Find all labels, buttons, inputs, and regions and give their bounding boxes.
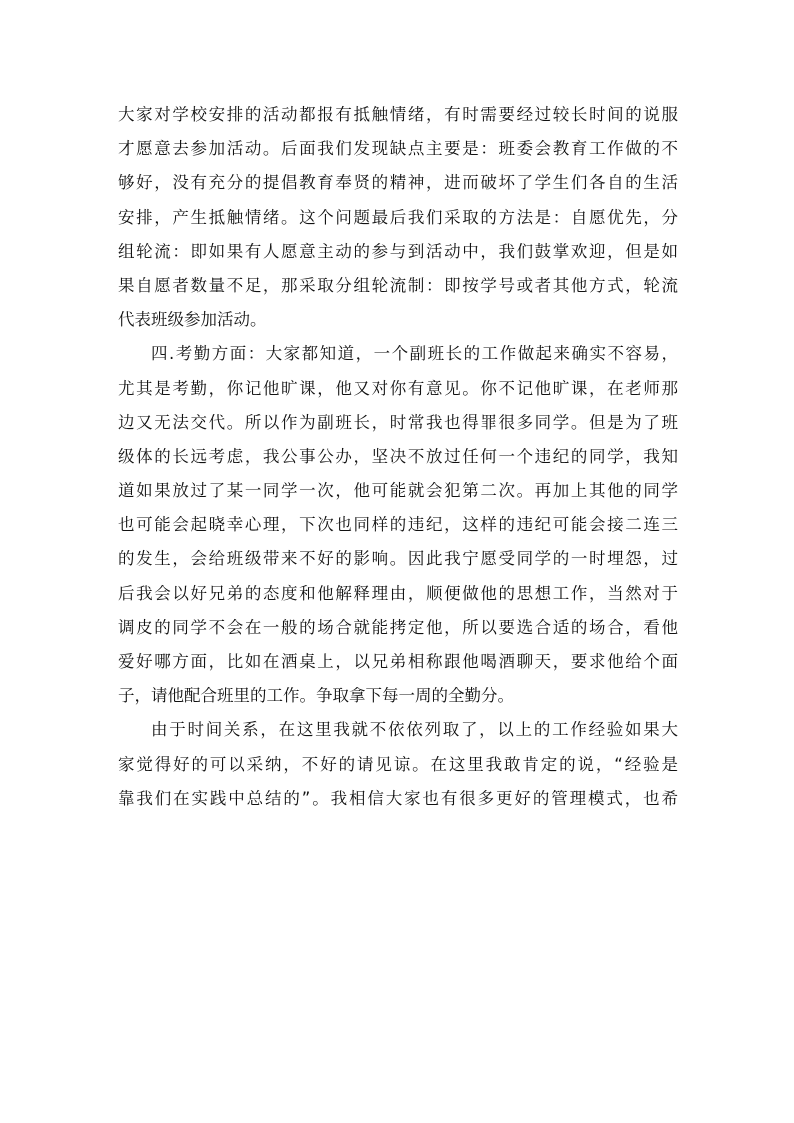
text-line: 安排，产生抵触情绪。这个问题最后我们采取的方法是：自愿优先，分 [118, 207, 678, 227]
paragraph-start-line: 由于时间关系，在这里我就不依依列取了，以上的工作经验如果大 [151, 720, 678, 740]
text-line: 家觉得好的可以采纳，不好的请见谅。在这里我敢肯定的说，“经验是 [118, 754, 678, 774]
text-line: 边又无法交代。所以作为副班长，时常我也得罪很多同学。但是为了班 [118, 412, 678, 432]
text-line: 也可能会起晓幸心理，下次也同样的违纪，这样的违纪可能会接二连三 [118, 515, 678, 535]
text-line: 调皮的同学不会在一般的场合就能拷定他，所以要选合适的场合，看他 [118, 617, 678, 637]
text-line: 才愿意去参加活动。后面我们发现缺点主要是：班委会教育工作做的不 [118, 139, 678, 159]
text-line: 子，请他配合班里的工作。争取拿下每一周的全勤分。 [118, 686, 514, 706]
text-line: 果自愿者数量不足，那采取分组轮流制：即按学号或者其他方式，轮流 [118, 275, 678, 295]
text-line: 爱好哪方面，比如在酒桌上，以兄弟相称跟他喝酒聊天，要求他给个面 [118, 652, 678, 671]
text-line: 够好，没有充分的提倡教育奉贤的精神，进而破坏了学生们各自的生活 [118, 173, 678, 193]
paragraph-start-line: 四.考勤方面：大家都知道，一个副班长的工作做起来确实不容易， [151, 344, 678, 364]
text-line: 尤其是考勤，你记他旷课，他又对你有意见。你不记他旷课，在老师那 [118, 378, 678, 398]
text-line: 后我会以好兄弟的态度和他解释理由，顺便做他的思想工作，当然对于 [118, 583, 678, 603]
text-line: 级体的长远考虑，我公事公办，坚决不放过任何一个违纪的同学，我知 [118, 446, 678, 466]
text-line: 组轮流：即如果有人愿意主动的参与到活动中，我们鼓掌欢迎，但是如 [118, 241, 678, 261]
text-line: 靠我们在实践中总结的”。我相信大家也有很多更好的管理模式，也希 [118, 788, 678, 808]
text-line: 大家对学校安排的活动都报有抵触情绪，有时需要经过较长时间的说服 [118, 105, 678, 124]
text-line: 代表班级参加活动。 [118, 310, 267, 330]
text-line: 的发生，会给班级带来不好的影响。因此我宁愿受同学的一时埋怨，过 [118, 549, 678, 569]
text-line: 道如果放过了某一同学一次，他可能就会犯第二次。再加上其他的同学 [118, 481, 678, 501]
body-text [118, 98, 678, 816]
